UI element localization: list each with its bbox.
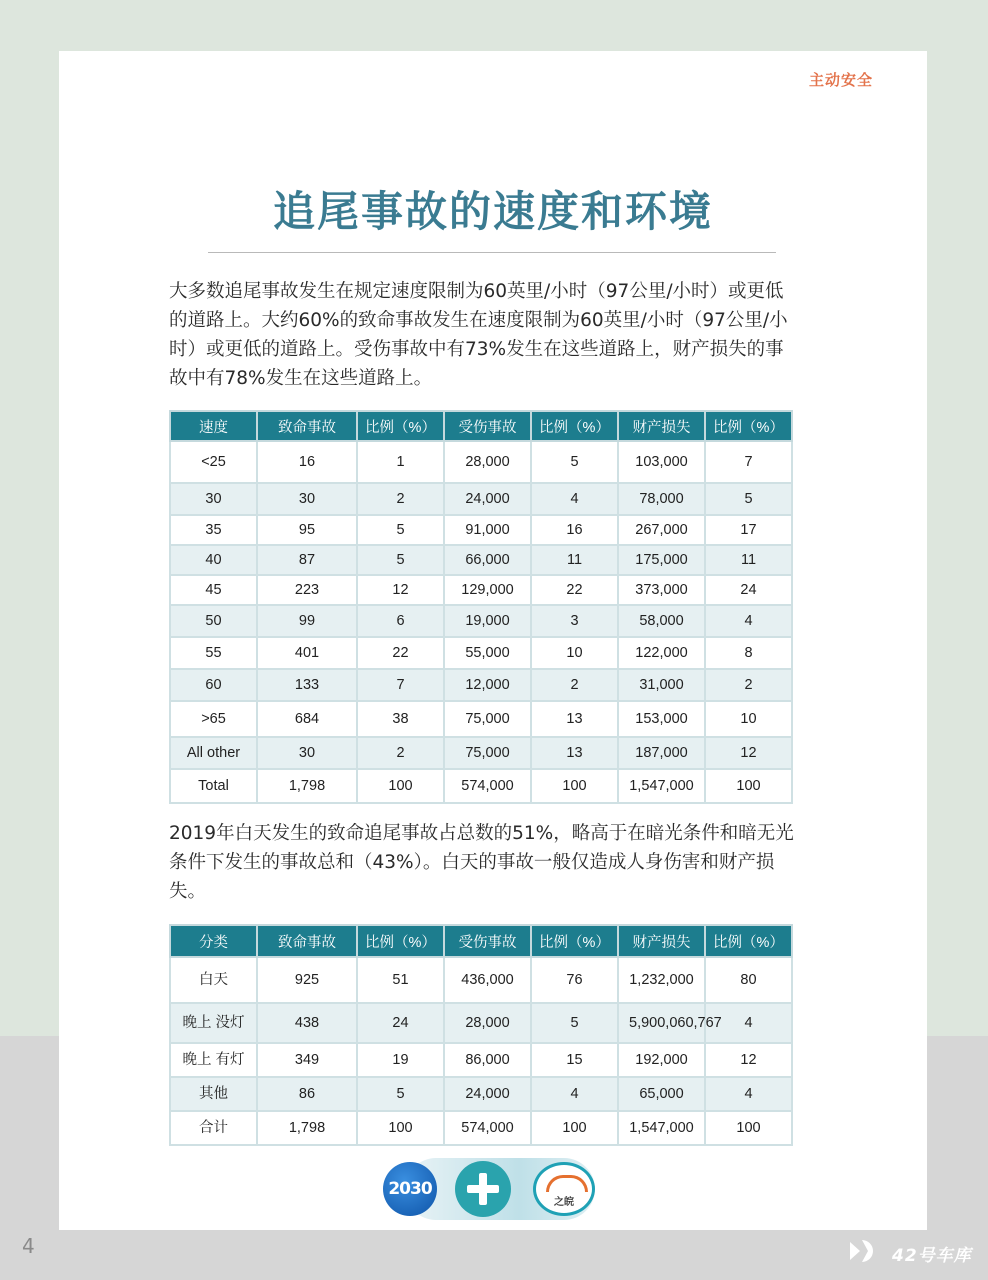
header-cell: 受伤事故 — [444, 925, 531, 957]
table-cell: 31,000 — [618, 669, 705, 701]
table-row — [170, 701, 792, 737]
table-cell: 7 — [357, 669, 444, 701]
table-cell: 60 — [170, 669, 257, 701]
daylight-paragraph: 2019年白天发生的致命追尾事故占总数的51%，略高于在暗光条件和暗无光条件下发生的事故总和（43%）。白天的事故一般仅造成人身伤害和财产损失。 — [169, 823, 794, 902]
table-cell: 19,000 — [444, 605, 531, 637]
header-cell: 比例（%） — [357, 925, 444, 957]
table-cell: 6 — [357, 605, 444, 637]
table-cell: 1,547,000 — [618, 769, 705, 803]
table-cell: 38 — [357, 701, 444, 737]
table-row — [170, 957, 792, 1003]
table-cell: 65,000 — [618, 1077, 705, 1111]
table-cell: 晚上 没灯 — [170, 1003, 257, 1043]
table-cell: 100 — [531, 769, 618, 803]
table-cell: 16 — [257, 441, 357, 483]
table-cell: 175,000 — [618, 545, 705, 575]
table-cell: 12 — [357, 575, 444, 605]
table-cell: 100 — [531, 1111, 618, 1145]
table-cell: 7 — [705, 441, 792, 483]
table-row — [170, 669, 792, 701]
table-cell: 16 — [531, 515, 618, 545]
table-cell: 684 — [257, 701, 357, 737]
table-cell: 925 — [257, 957, 357, 1003]
table-row — [170, 1077, 792, 1111]
table-row — [170, 515, 792, 545]
header-cell: 分类 — [170, 925, 257, 957]
table-cell: 66,000 — [444, 545, 531, 575]
table-cell: 28,000 — [444, 1003, 531, 1043]
table-cell: 50 — [170, 605, 257, 637]
table-cell: 24,000 — [444, 483, 531, 515]
table-cell: 12 — [705, 1043, 792, 1077]
table-cell: 1,232,000 — [618, 957, 705, 1003]
table-cell: 349 — [257, 1043, 357, 1077]
table-cell: 4 — [705, 605, 792, 637]
table-cell: 373,000 — [618, 575, 705, 605]
table-cell: 76 — [531, 957, 618, 1003]
table-cell: 35 — [170, 515, 257, 545]
table-cell: 5 — [357, 545, 444, 575]
watermark — [848, 1236, 978, 1268]
table-cell: 122,000 — [618, 637, 705, 669]
title-divider — [208, 252, 776, 253]
table-cell: 合计 — [170, 1111, 257, 1145]
table-cell: 75,000 — [444, 737, 531, 769]
logo-2030: 2030 — [383, 1162, 437, 1216]
table-cell: 1,798 — [257, 1111, 357, 1145]
table-row — [170, 1111, 792, 1145]
table-cell: 2 — [531, 669, 618, 701]
table-cell: 129,000 — [444, 575, 531, 605]
table-row — [170, 483, 792, 515]
header-cell: 比例（%） — [357, 411, 444, 441]
table-cell: 75,000 — [444, 701, 531, 737]
watermark-logo-icon — [848, 1236, 878, 1266]
table-cell: 4 — [531, 483, 618, 515]
table-cell: 51 — [357, 957, 444, 1003]
table-cell: 白天 — [170, 957, 257, 1003]
table-cell: 28,000 — [444, 441, 531, 483]
table-cell: 267,000 — [618, 515, 705, 545]
table-cell: All other — [170, 737, 257, 769]
table-cell: 40 — [170, 545, 257, 575]
table-cell: 100 — [357, 769, 444, 803]
table-cell: 100 — [705, 1111, 792, 1145]
table-row — [170, 769, 792, 803]
table-cell: 4 — [531, 1077, 618, 1111]
table-cell: 574,000 — [444, 1111, 531, 1145]
table-header-row — [170, 411, 792, 441]
table-cell: 5,900,060,767 — [618, 1003, 705, 1043]
header-cell: 比例（%） — [705, 925, 792, 957]
table-cell: 80 — [705, 957, 792, 1003]
table-cell: 30 — [170, 483, 257, 515]
table-cell: 11 — [705, 545, 792, 575]
table-cell: 436,000 — [444, 957, 531, 1003]
table-row — [170, 441, 792, 483]
table-cell: 5 — [705, 483, 792, 515]
table-cell: 1,798 — [257, 769, 357, 803]
table-cell: 78,000 — [618, 483, 705, 515]
table-cell: 8 — [705, 637, 792, 669]
header-cell: 致命事故 — [257, 411, 357, 441]
table-cell: 95 — [257, 515, 357, 545]
table-cell: 45 — [170, 575, 257, 605]
table-cell: 100 — [357, 1111, 444, 1145]
document-page — [59, 51, 927, 1230]
lighting-table — [169, 924, 793, 1146]
table-cell: 100 — [705, 769, 792, 803]
header-cell: 速度 — [170, 411, 257, 441]
plus-icon — [455, 1161, 511, 1217]
section-tag: 主动安全 — [808, 71, 873, 89]
table-cell: 58,000 — [618, 605, 705, 637]
table-cell: 13 — [531, 701, 618, 737]
table-row — [170, 545, 792, 575]
table-cell: 30 — [257, 483, 357, 515]
table-cell: 5 — [531, 1003, 618, 1043]
header-cell: 比例（%） — [531, 925, 618, 957]
brand-logo-text: 之皖 — [554, 1197, 574, 1208]
table-cell: 103,000 — [618, 441, 705, 483]
table-row — [170, 1043, 792, 1077]
table-cell: 13 — [531, 737, 618, 769]
watermark-text: 42号车库 — [892, 1246, 972, 1266]
brand-logo — [533, 1162, 595, 1216]
table-header-row — [170, 925, 792, 957]
table-cell: 2 — [705, 669, 792, 701]
table-cell: 11 — [531, 545, 618, 575]
table-cell: 3 — [531, 605, 618, 637]
footer-logos — [381, 1154, 603, 1224]
table-cell: 12,000 — [444, 669, 531, 701]
table-cell: 24 — [357, 1003, 444, 1043]
table-cell: 91,000 — [444, 515, 531, 545]
header-cell: 比例（%） — [531, 411, 618, 441]
table-cell: 4 — [705, 1003, 792, 1043]
table-cell: 10 — [705, 701, 792, 737]
table-cell: 86 — [257, 1077, 357, 1111]
car-icon — [546, 1175, 588, 1192]
table-cell: 438 — [257, 1003, 357, 1043]
table-cell: >65 — [170, 701, 257, 737]
table-cell: 4 — [705, 1077, 792, 1111]
table-cell: 223 — [257, 575, 357, 605]
table-cell: 10 — [531, 637, 618, 669]
table-cell: 86,000 — [444, 1043, 531, 1077]
header-cell: 财产损失 — [618, 411, 705, 441]
table-cell: 153,000 — [618, 701, 705, 737]
table-cell: 1,547,000 — [618, 1111, 705, 1145]
page-number: 4 — [22, 1234, 35, 1258]
table-row — [170, 575, 792, 605]
table-cell: 30 — [257, 737, 357, 769]
speed-table — [169, 410, 793, 804]
table-cell: 5 — [357, 515, 444, 545]
table-cell: 5 — [357, 1077, 444, 1111]
header-cell: 财产损失 — [618, 925, 705, 957]
table-row — [170, 637, 792, 669]
table-cell: 5 — [531, 441, 618, 483]
table-cell: 1 — [357, 441, 444, 483]
table-cell: <25 — [170, 441, 257, 483]
table-cell: 55,000 — [444, 637, 531, 669]
table-cell: 401 — [257, 637, 357, 669]
table-cell: 574,000 — [444, 769, 531, 803]
table-cell: 其他 — [170, 1077, 257, 1111]
table-cell: 2 — [357, 737, 444, 769]
table-cell: 22 — [531, 575, 618, 605]
table-cell: 133 — [257, 669, 357, 701]
table-cell: 24,000 — [444, 1077, 531, 1111]
table-cell: 2 — [357, 483, 444, 515]
table-cell: Total — [170, 769, 257, 803]
table-cell: 87 — [257, 545, 357, 575]
table-row — [170, 737, 792, 769]
table-cell: 55 — [170, 637, 257, 669]
table-row — [170, 1003, 792, 1043]
table-row — [170, 605, 792, 637]
table-cell: 99 — [257, 605, 357, 637]
header-cell: 比例（%） — [705, 411, 792, 441]
header-cell: 受伤事故 — [444, 411, 531, 441]
intro-paragraph: 大多数追尾事故发生在规定速度限制为60英里/小时（97公里/小时）或更低的道路上。大约60%的致命事故发生在速度限制为60英里/小时（97公里/小时）或更低的道路上。受伤事故中有73%发生在这些道路上，财产损失的事故中有78%发生在这些道路上。 — [169, 281, 788, 389]
header-cell: 致命事故 — [257, 925, 357, 957]
table-cell: 12 — [705, 737, 792, 769]
table-cell: 15 — [531, 1043, 618, 1077]
page-title: 追尾事故的速度和环境 — [272, 187, 713, 236]
table-cell: 24 — [705, 575, 792, 605]
table-cell: 187,000 — [618, 737, 705, 769]
table-cell: 晚上 有灯 — [170, 1043, 257, 1077]
table-cell: 22 — [357, 637, 444, 669]
table-cell: 192,000 — [618, 1043, 705, 1077]
table-cell: 19 — [357, 1043, 444, 1077]
table-cell: 17 — [705, 515, 792, 545]
